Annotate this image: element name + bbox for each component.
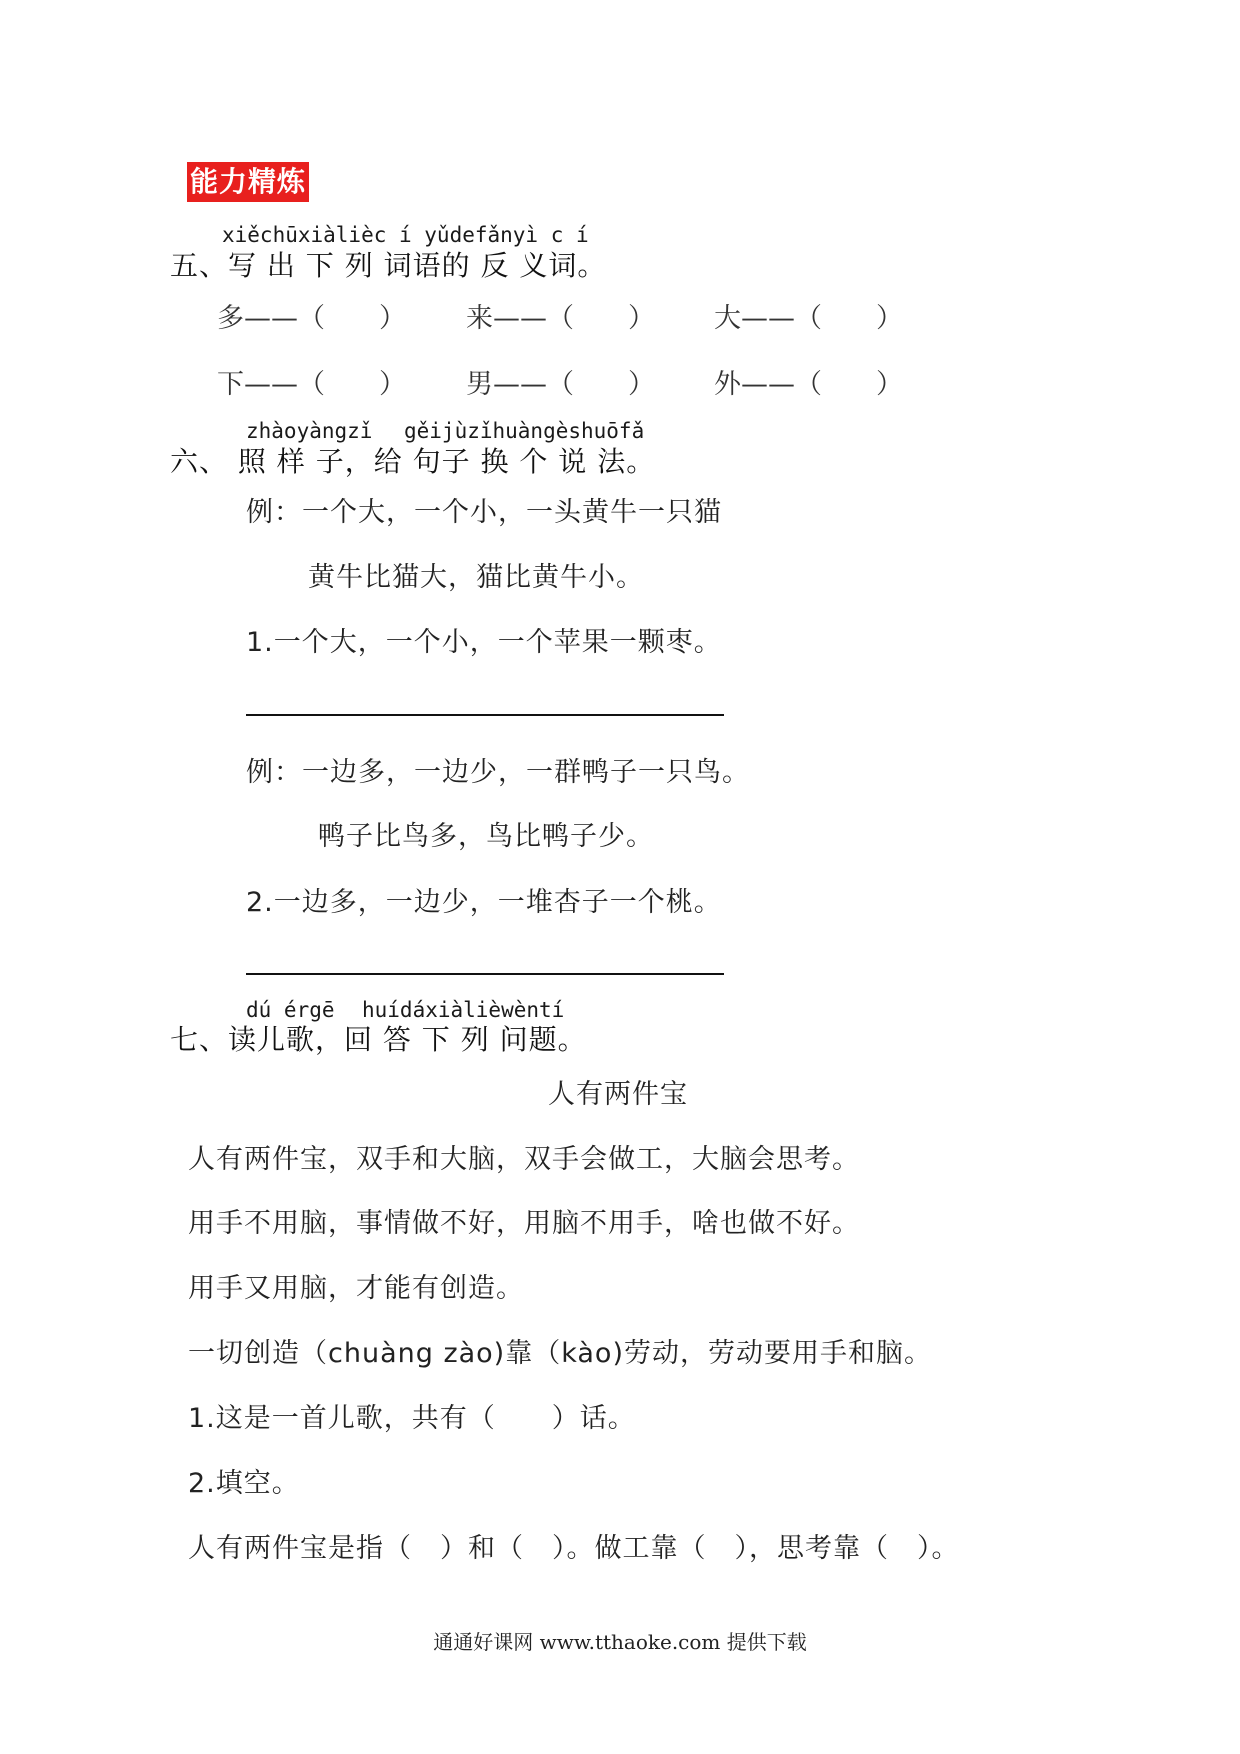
section-badge: 能力精炼 [187, 162, 309, 202]
antonym-item: 男——（ ） [466, 369, 655, 400]
poem-line: 用手不用脑，事情做不好，用脑不用手，啥也做不好。 [188, 1208, 860, 1239]
antonym-item: 来——（ ） [466, 303, 655, 334]
question-1: 1.一个大，一个小，一个苹果一颗枣。 [246, 627, 722, 658]
section7-pinyin-right: huídáxiàlièwèntí [362, 998, 565, 1022]
section6-pinyin-right: gěijùzǐhuàngèshuōfǎ [404, 419, 645, 443]
example-answer: 黄牛比猫大，猫比黄牛小。 [308, 562, 644, 593]
answer-line [246, 973, 724, 975]
antonym-item: 外——（ ） [714, 369, 903, 400]
section5-pinyin: xiěchūxiàlièc í yǔdefǎnyì c í [222, 223, 589, 247]
footer-source: 通通好课网 www.tthaoke.com 提供下载 [433, 1630, 807, 1654]
example-sentence: 例：一边多，一边少，一群鸭子一只鸟。 [246, 757, 750, 788]
poem-line: 人有两件宝，双手和大脑，双手会做工，大脑会思考。 [188, 1144, 860, 1175]
section7-heading: 七、读儿歌，回 答 下 列 问题。 [170, 1023, 587, 1056]
poem-title: 人有两件宝 [548, 1079, 688, 1110]
antonym-item: 大——（ ） [714, 303, 903, 334]
section6-heading: 六、 照 样 子，给 句子 换 个 说 法。 [170, 445, 656, 478]
poem-line: 用手又用脑，才能有创造。 [188, 1273, 524, 1304]
example-answer: 鸭子比鸟多，鸟比鸭子少。 [318, 821, 654, 852]
example-sentence: 例：一个大，一个小，一头黄牛一只猫 [246, 497, 722, 528]
antonym-item: 多——（ ） [217, 303, 406, 334]
section7-pinyin-left: dú érgē [246, 998, 335, 1022]
section5-heading: 五、写 出 下 列 词语的 反 义词。 [170, 249, 607, 282]
question-1: 1.这是一首儿歌，共有（ ）话。 [188, 1403, 636, 1434]
question-2: 2.填空。 [188, 1468, 300, 1499]
poem-line: 一切创造（chuàng zào)靠（kào)劳动，劳动要用手和脑。 [188, 1338, 932, 1369]
fill-in-blank: 人有两件宝是指（ ）和（ ）。做工靠（ ），思考靠（ ）。 [188, 1533, 960, 1564]
antonym-item: 下——（ ） [217, 369, 406, 400]
question-2: 2.一边多，一边少，一堆杏子一个桃。 [246, 887, 722, 918]
section6-pinyin-left: zhàoyàngzǐ [246, 419, 373, 443]
answer-line [246, 714, 724, 716]
